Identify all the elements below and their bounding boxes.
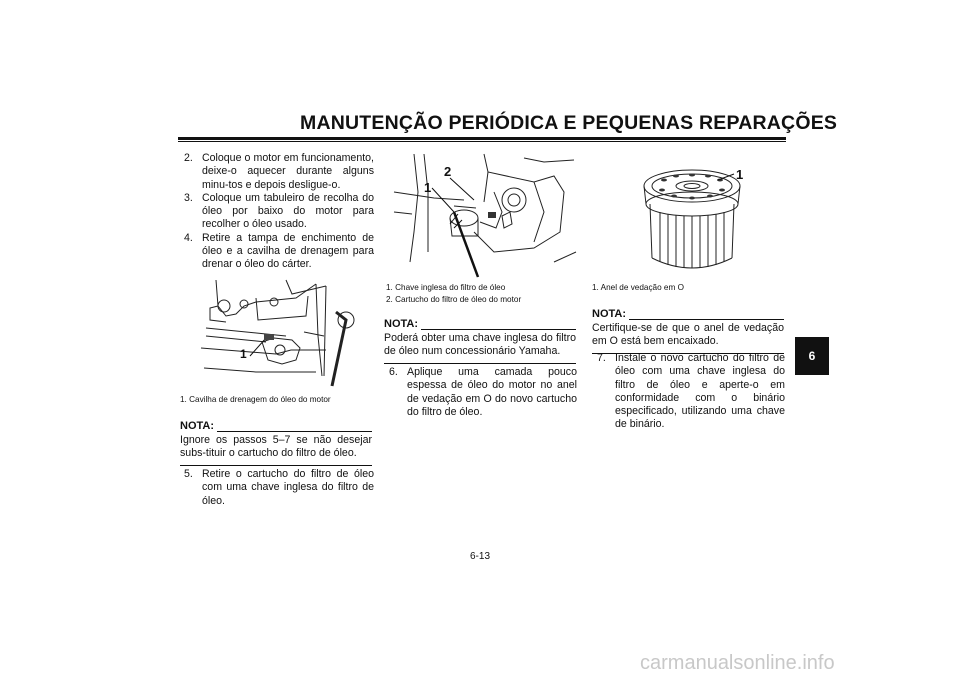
nota-label: NOTA: xyxy=(180,420,215,432)
header-rule-thin xyxy=(178,141,786,142)
oil-filter-cartridge-illustration xyxy=(630,158,760,276)
nota-end-rule xyxy=(180,465,372,466)
step-text: Coloque um tabuleiro de recolha do óleo por baixo do motor para recolher o óleo usado. xyxy=(202,191,374,231)
page-number: 6-13 xyxy=(469,551,490,562)
callout-1: 1 xyxy=(424,180,432,195)
nota-rule xyxy=(629,310,784,320)
right-nota xyxy=(592,308,784,354)
nota-text: Certifique-se de que o anel de vedação em O está bem encaixado. xyxy=(592,322,784,348)
left-steps xyxy=(184,152,374,272)
middle-caption-1: 1. Chave inglesa do filtro de óleo xyxy=(386,283,506,292)
left-caption: 1. Cavilha de drenagem do óleo do motor xyxy=(180,395,331,404)
step-text: Aplique uma camada pouco espessa de óleo do motor no anel de vedação em O do novo cartucho do filtro de óleo. xyxy=(407,366,577,418)
step-6 xyxy=(389,366,577,419)
step-number: 4. xyxy=(184,231,193,244)
step-2 xyxy=(184,152,374,192)
middle-caption-2: 2. Cartucho do filtro de óleo do motor xyxy=(386,295,522,304)
filter-wrench-illustration xyxy=(384,152,580,280)
step-number: 6. xyxy=(389,366,398,378)
nota-rule xyxy=(217,422,372,432)
callout-1: 1 xyxy=(736,167,744,182)
step-text: Coloque o motor em funcionamento, deixe-o aquecer durante alguns minu-tos e depois desligue-o. xyxy=(202,152,374,191)
left-nota xyxy=(180,420,372,466)
header-rule xyxy=(178,137,786,140)
drain-bolt-illustration xyxy=(196,276,364,388)
right-step-7 xyxy=(597,352,785,432)
nota-label: NOTA: xyxy=(384,318,419,330)
watermark: carmanualsonline.info xyxy=(640,652,835,674)
callout-1: 1 xyxy=(240,347,247,361)
middle-step-6 xyxy=(389,366,577,419)
step-number: 7. xyxy=(597,352,606,364)
step-5 xyxy=(184,468,374,508)
step-4 xyxy=(184,232,374,272)
nota-text: Poderá obter uma chave inglesa do filtro de óleo num concessionário Yamaha. xyxy=(384,332,576,358)
page-title: MANUTENÇÃO PERIÓDICA E PEQUENAS REPARAÇÕES xyxy=(300,112,838,134)
step-text: Retire a tampa de enchimento de óleo e a cavilha de drenagem para drenar o óleo do cárter. xyxy=(202,231,374,271)
step-7 xyxy=(597,352,785,432)
middle-nota xyxy=(384,318,576,364)
step-number: 3. xyxy=(184,191,193,204)
right-caption: 1. Anel de vedação em O xyxy=(592,283,684,292)
nota-rule xyxy=(421,320,576,330)
step-number: 5. xyxy=(184,468,193,480)
section-tab: 6 xyxy=(795,337,829,375)
step-text: Retire o cartucho do filtro de óleo com uma chave inglesa do filtro de óleo. xyxy=(202,468,374,507)
step-number: 2. xyxy=(184,152,193,164)
step-3 xyxy=(184,192,374,232)
nota-end-rule xyxy=(384,363,576,364)
nota-text: Ignore os passos 5–7 se não desejar subs-tituir o cartucho do filtro de óleo. xyxy=(180,434,372,460)
callout-2: 2 xyxy=(444,164,452,179)
step-text: Instale o novo cartucho do filtro de óleo com uma chave inglesa do filtro de óleo e aperte-o em conformidade com o binário especificado, utilizando uma chave de binário. xyxy=(615,352,785,431)
nota-label: NOTA: xyxy=(592,308,627,320)
left-step-5 xyxy=(184,468,374,508)
